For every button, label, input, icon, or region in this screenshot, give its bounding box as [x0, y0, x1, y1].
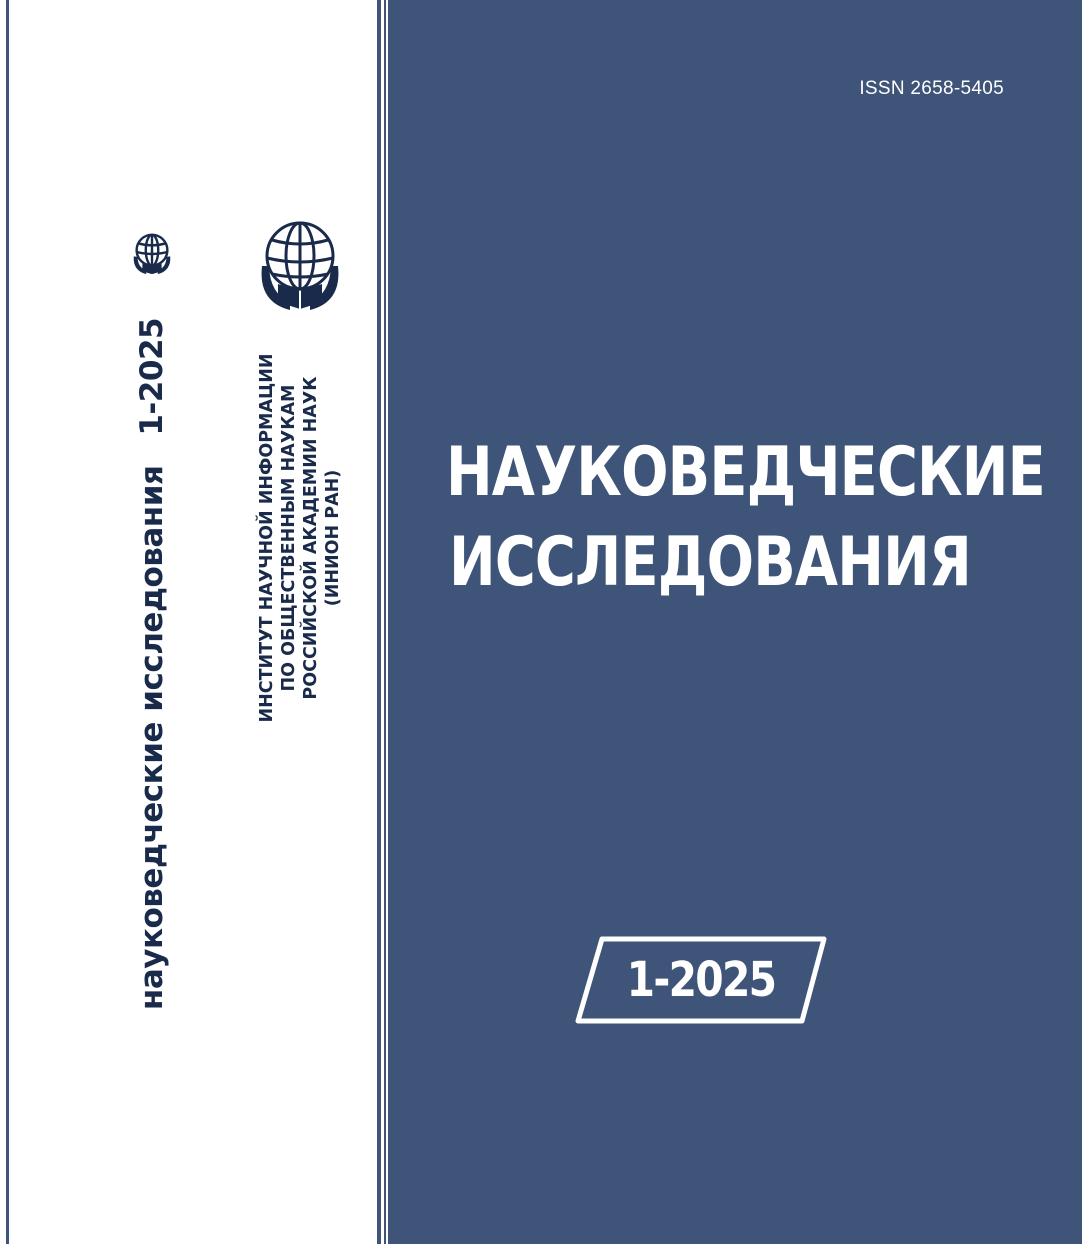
issue-badge — [574, 936, 828, 1024]
journal-title-line-1: НАУКОВЕДЧЕСКИЕ — [445, 433, 1045, 512]
spine-title — [134, 318, 170, 1010]
institute-line-3: РОССИЙСКОЙ АКАДЕМИИ НАУК — [301, 376, 321, 700]
inion-logo-icon — [250, 214, 350, 314]
spine-divider-line-thin — [384, 0, 386, 1244]
institute-line-1: ИНСТИТУТ НАУЧНОЙ ИНФОРМАЦИИ — [257, 353, 277, 723]
left-border-line — [6, 0, 9, 1244]
journal-title-line-2: ИССЛЕДОВАНИЯ — [448, 523, 972, 602]
institute-line-4: (ИНИОН РАН) — [323, 469, 343, 607]
spine-journal-name: науковедческие исследования — [134, 465, 170, 1011]
institute-name — [256, 353, 344, 722]
front-cover — [388, 0, 1082, 1244]
institute-line-2: ПО ОБЩЕСТВЕННЫМ НАУКАМ — [279, 384, 299, 692]
issue-number: 1-2025 — [626, 952, 776, 1008]
issn-number: ISSN 2658-5405 — [859, 78, 1004, 99]
journal-title — [445, 428, 1045, 608]
inion-logo-small-icon — [128, 230, 176, 278]
spine-issue-number: 1-2025 — [134, 317, 170, 436]
spine-divider-line — [377, 0, 381, 1244]
